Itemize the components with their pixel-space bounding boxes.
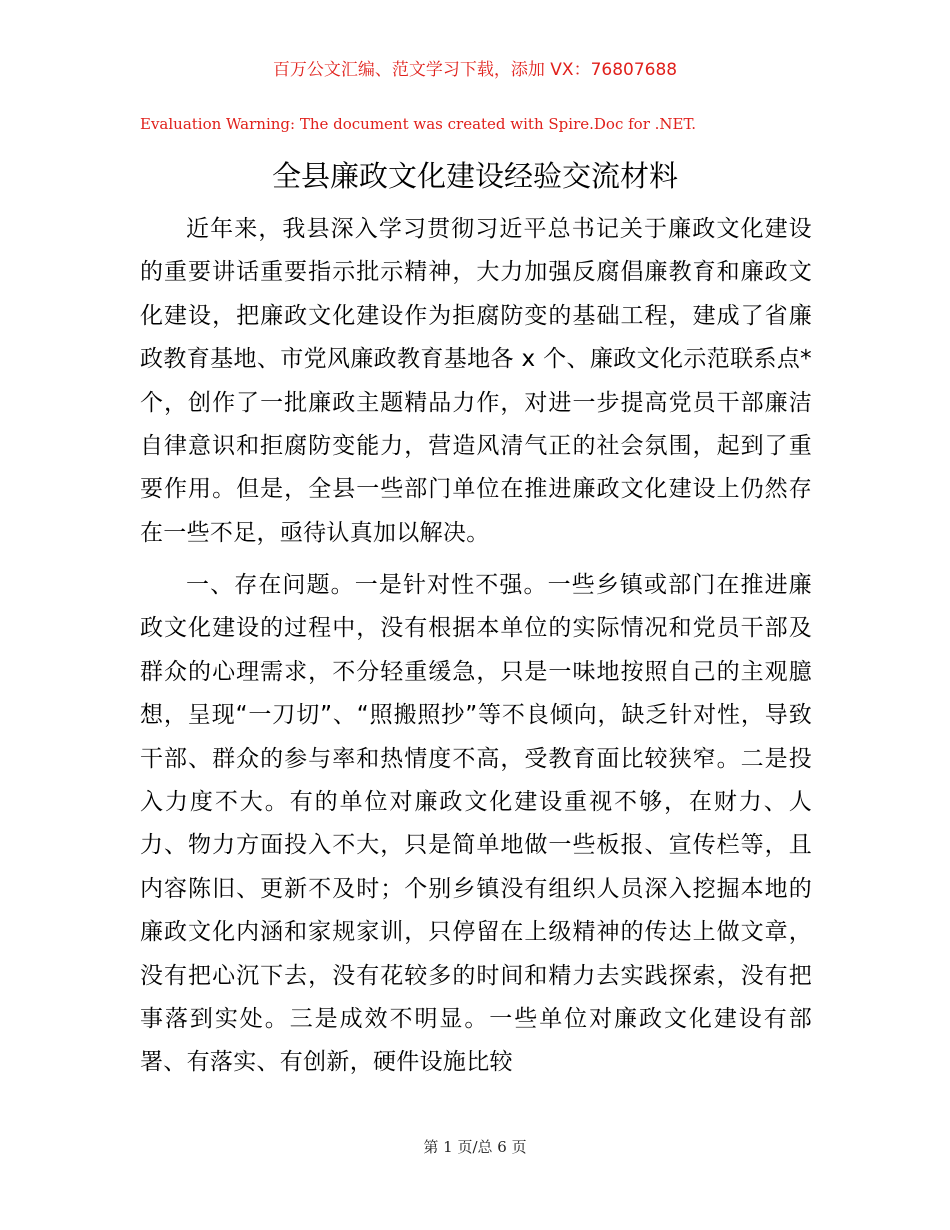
- document-title: 全县廉政文化建设经验交流材料: [271, 159, 678, 193]
- promo-banner: 百万公文汇编、范文学习下载，添加 VX：76807688: [272, 60, 678, 80]
- page-number: 第 1 页/总 6 页: [423, 1138, 527, 1156]
- body-paragraph: 一、存在问题。一是针对性不强。一些乡镇或部门在推进廉政文化建设的过程中，没有根据本单位的实际情况和党员干部及群众的心理需求，不分轻重缓急，只是一味地按照自己的主观臆想，呈现“一刀切”、“照搬照抄”等不良倾向，缺乏针对性，导致干部、群众的参与率和热情度不高，受教育面比较狭窄。二是投入力度不大。有的单位对廉政文化建设重视不够，在财力、人力、物力方面投入不大，只是简单地做一些板报、宣传栏等，且内容陈旧、更新不及时；个别乡镇没有组织人员深入挖掘本地的廉政文化内涵和家规家训，只停留在上级精神的传达上做文章，没有把心沉下去，没有花较多的时间和精力去实践探索，没有把事落到实处。三是成效不明显。一些单位对廉政文化建设有部署、有落实、有创新，硬件设施比较: [140, 572, 812, 1076]
- evaluation-warning: Evaluation Warning: The document was created with Spire.Doc for .NET.: [140, 115, 697, 133]
- body-paragraph: 近年来，我县深入学习贯彻习近平总书记关于廉政文化建设的重要讲话重要指示批示精神，大力加强反腐倡廉教育和廉政文化建设，把廉政文化建设作为拒腐防变的基础工程，建成了省廉政教育基地、市党风廉政教育基地各 x 个、廉政文化示范联系点*个，创作了一批廉政主题精品力作，对进一步提高党员干部廉洁自律意识和拒腐防变能力，营造风清气正的社会氛围，起到了重要作用。但是，全县一些部门单位在推进廉政文化建设上仍然存在一些不足，亟待认真加以解决。: [140, 216, 812, 546]
